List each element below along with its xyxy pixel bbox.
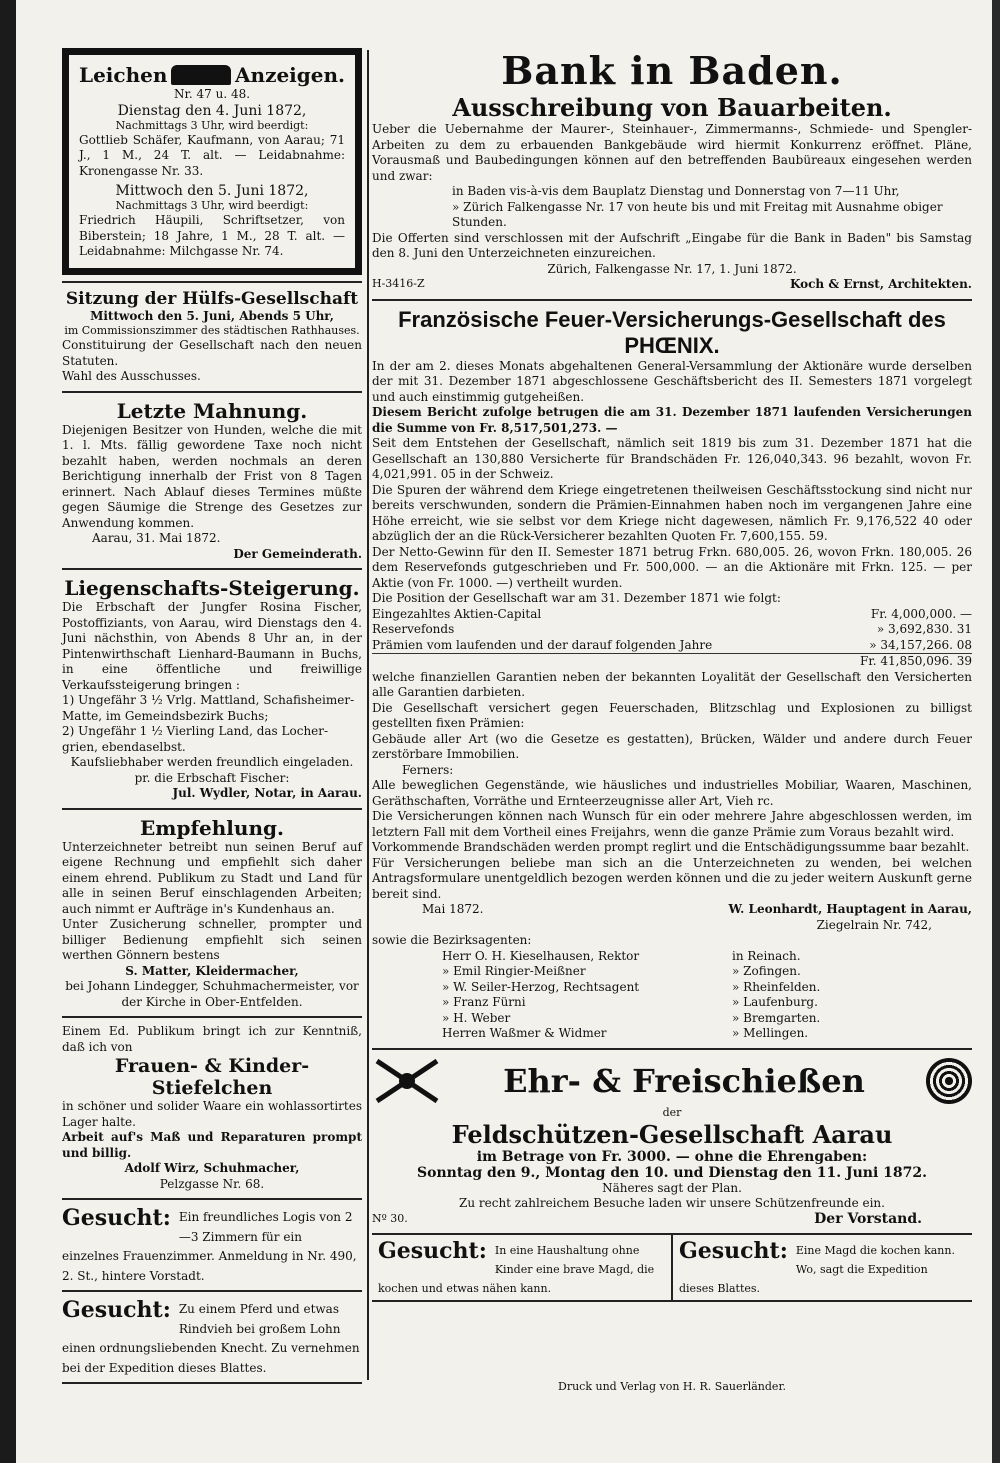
phoenix-para-8: Die Gesellschaft versichert gegen Feuerschaden, Blitzschlag und Explosionen zu billigst gestellten fixen Prämien: bbox=[372, 700, 972, 730]
gesucht-magd-2-title: Gesucht: bbox=[679, 1238, 788, 1264]
position-total: Fr. 41,850,096. 39 bbox=[372, 653, 972, 670]
right-column bbox=[372, 48, 972, 1302]
death-date-1: Dienstag den 4. Juni 1872, bbox=[117, 102, 307, 119]
phoenix-signature: W. Leonhardt, Hauptagent in Aarau, bbox=[728, 902, 972, 916]
liegenschaft-signature: Jul. Wydler, Notar, in Aarau. bbox=[172, 786, 362, 800]
position-row: Reservefonds » 3,692,830. 31 bbox=[372, 622, 972, 636]
bank-subtitle: Ausschreibung von Bauarbeiten. bbox=[452, 93, 892, 122]
shooting-target-icon bbox=[926, 1058, 972, 1104]
liegenschaft-pr: pr. die Erbschaft Fischer: bbox=[134, 770, 290, 785]
empfehlung-body-2: Unter Zusicherung schneller, prompter und billiger Bedienung empfiehlt sich seinen werthen Gönnern bestens bbox=[62, 917, 362, 962]
death-time-1: Nachmittags 3 Uhr, wird beerdigt: bbox=[115, 118, 309, 132]
empfehlung-signature: S. Matter, Kleidermacher, bbox=[125, 963, 299, 978]
death-person-1: Gottlieb Schäfer, Kaufmann, von Aarau; 71 J., 1 M., 24 T. alt. — Leidabnahme: Kronengasse Nr. 33. bbox=[79, 132, 345, 178]
gesucht-knecht-title: Gesucht: bbox=[62, 1298, 171, 1323]
phoenix-para-5: Der Netto-Gewinn für den II. Semester 1871 betrug Frkn. 680,005. 26, wovon Frkn. 180,005. 26 dem Reservefonds gutgeschrieben und Fr. 500,000. — an die Aktionäre mit Frkn. 125. — per Aktie (von Fr. 1000. —) vertheilt wurden. bbox=[372, 544, 972, 590]
gesucht-knecht-body: Zu einem Pferd und etwas Rindvieh bei großem Lohn einen ordnungsliebenden Knecht. Zu vernehmen bei der Expedition dieses Blattes. bbox=[62, 1302, 360, 1375]
scan-edge-right bbox=[992, 0, 1000, 1463]
gesucht-logis-title: Gesucht: bbox=[62, 1206, 171, 1231]
bank-location-1: in Baden vis-à-vis dem Bauplatz Dienstag und Donnerstag von 7—11 Uhr, bbox=[452, 184, 900, 198]
stiefel-title: Frauen- & Kinder-Stiefelchen bbox=[114, 1055, 310, 1099]
mahnung-date: Aarau, 31. Mai 1872. bbox=[92, 531, 221, 545]
death-date-2: Mittwoch den 5. Juni 1872, bbox=[115, 183, 309, 199]
gesucht-knecht bbox=[62, 1298, 362, 1376]
stiefel-intro: Einem Ed. Publikum bringt ich zur Kenntniß, daß ich von bbox=[62, 1024, 362, 1054]
sitzung-place: im Commissionszimmer des städtischen Rathhauses. bbox=[64, 324, 360, 337]
death-title-right: Anzeigen. bbox=[235, 63, 345, 87]
phoenix-para-10: Ferners: bbox=[402, 762, 454, 777]
position-row: Eingezahltes Aktien-Capital Fr. 4,000,000. — bbox=[372, 606, 972, 621]
stiefel-address: Pelzgasse Nr. 68. bbox=[159, 1176, 265, 1191]
schiessen-title: Ehr- & Freischießen bbox=[503, 1061, 865, 1100]
stiefel-signature: Adolf Wirz, Schuhmacher, bbox=[124, 1161, 300, 1175]
phoenix-para-11: Alle beweglichen Gegenstände, wie häusliches und industrielles Mobiliar, Waaren, Maschinen, Geräthschaften, Vorräthe und Ernteerzeugnisse aller Art, Vieh rc. bbox=[372, 778, 972, 808]
phoenix-para-14: Für Versicherungen beliebe man sich an die Unterzeichneten zu wenden, bei welchen Antragsformulare unentgeldlich bezogen werden können und die zu jeder weitern Auskunft gerne bereit sind. bbox=[372, 855, 972, 901]
position-row: Prämien vom laufenden und der darauf folgenden Jahre » 34,157,266. 08 bbox=[372, 637, 972, 652]
position-table bbox=[372, 607, 972, 670]
death-number: Nr. 47 u. 48. bbox=[173, 87, 251, 101]
crossed-rifles-icon bbox=[372, 1056, 442, 1106]
sitzung-date: Mittwoch den 5. Juni, Abends 5 Uhr, bbox=[90, 308, 334, 323]
gesucht-magd-1-title: Gesucht: bbox=[378, 1238, 487, 1264]
bank-signature: Koch & Ernst, Architekten. bbox=[789, 277, 972, 291]
bank-code: H-3416-Z bbox=[372, 277, 425, 290]
gesucht-logis bbox=[62, 1206, 362, 1284]
empfehlung-body: Unterzeichneter betreibt nun seinen Beruf auf eigene Rechnung und empfiehlt sich daher einem ehrend. Publikum zu Stadt und Land für alle in seinen Beruf einschlagenden Arbeiten; auch nimmt er Aufträge in's Kundenhaus an. bbox=[62, 839, 362, 916]
phoenix-address: Ziegelrain Nr. 742, bbox=[816, 917, 932, 932]
agent-row: » H. Weber » Bremgarten. bbox=[442, 1010, 821, 1025]
bank-title: Bank in Baden. bbox=[501, 48, 843, 93]
death-time-2: Nachmittags 3 Uhr, wird beerdigt: bbox=[115, 199, 309, 212]
stiefel-body-2: Arbeit auf's Maß und Reparaturen prompt und billig. bbox=[62, 1130, 362, 1160]
schiessen-prize: im Betrage von Fr. 3000. — ohne die Ehrengaben: bbox=[476, 1148, 868, 1165]
schiessen-invite: Zu recht zahlreichem Besuche laden wir unsere Schützenfreunde ein. bbox=[459, 1196, 885, 1210]
death-notice-box bbox=[62, 48, 362, 275]
phoenix-para-1: In der am 2. dieses Monats abgehaltenen General-Versammlung der Aktionäre wurde derselben der mit 31. Dezember 1871 abgeschlossene Geschäftsbericht des II. Semesters 1871 vorgelegt und auch einstimmig gutgeheißen. bbox=[372, 358, 972, 404]
death-person-2: Friedrich Häupili, Schriftsetzer, von Biberstein; 18 Jahre, 1 M., 28 T. alt. — Leidabnahme: Milchgasse Nr. 74. bbox=[79, 213, 345, 258]
sitzung-title: Sitzung der Hülfs-Gesellschaft bbox=[65, 288, 359, 309]
liegenschaft-item-2: 2) Ungefähr 1 ½ Vierling Land, das Locher-grien, ebendaselbst. bbox=[62, 724, 329, 754]
agent-row: » Emil Ringier-Meißner » Zofingen. bbox=[442, 964, 801, 978]
mahnung-title: Letzte Mahnung. bbox=[116, 398, 308, 423]
agent-row: Herren Waßmer & Widmer » Mellingen. bbox=[442, 1026, 809, 1040]
gesucht-magd-1 bbox=[372, 1235, 671, 1300]
schiessen-plan: Näheres sagt der Plan. bbox=[602, 1180, 742, 1195]
phoenix-title: Französische Feuer-Versicherungs-Gesellschaft des bbox=[398, 306, 946, 332]
bank-date: Zürich, Falkengasse Nr. 17, 1. Juni 1872. bbox=[547, 261, 797, 276]
stiefel-body: in schöner und solider Waare ein wohlassortirtes Lager halte. bbox=[62, 1099, 362, 1129]
mahnung-body: Diejenigen Besitzer von Hunden, welche die mit 1. l. Mts. fällig gewordene Taxe noch nicht bezahlt haben, werden nochmals an deren Berichtigung innerhalb der Frist von 8 Tagen erinnert. Nach Ablauf dieses Termines müßte gegen Säumige die Strenge des Gesetzes zur Anwendung kommen. bbox=[62, 422, 362, 530]
agent-row: » W. Seiler-Herzog, Rechtsagent » Rheinfelden. bbox=[442, 979, 821, 994]
phoenix-para-13: Vorkommende Brandschäden werden prompt reglirt und die Entschädigungssumme baar bezahlt. bbox=[372, 840, 970, 854]
schiessen-header bbox=[372, 1056, 972, 1106]
liegenschaft-body: Die Erbschaft der Jungfer Rosina Fischer, Postoffiziants, von Aarau, wird Dienstags den 4. Juni nächsthin, von Abends 8 Uhr an, in der Pintenwirthschaft Lienhard-Baumann in Buchs, in eine öffentliche und freiwillige Verkaufssteigerung bringen : bbox=[62, 600, 362, 692]
liegenschaft-invite: Kaufsliebhaber werden freundlich eingeladen. bbox=[70, 755, 354, 769]
agents-intro: sowie die Bezirksagenten: bbox=[372, 933, 532, 947]
phoenix-para-4: Die Spuren der während dem Kriege eingetretenen theilweisen Geschäftsstockung sind nicht nur bereits verschwunden, sondern die Prämien-Einnahmen haben noch im vergangenen Jahre eine Höhe erreicht, wie sie selbst vor dem Kriege nicht dagewesen, nämlich Fr. 9,176,522 40 oder abzüglich der an die Rück-Versicherer bezahlten Quoten Fr. 7,600,155. 59. bbox=[372, 482, 972, 543]
column-divider bbox=[367, 50, 369, 1380]
gesucht-row bbox=[372, 1233, 972, 1302]
phoenix-name: PHŒNIX. bbox=[624, 332, 720, 358]
sitzung-item-1: Constituirung der Gesellschaft nach den neuen Statuten. bbox=[62, 338, 362, 368]
phoenix-para-9: Gebäude aller Art (wo die Gesetze es gestatten), Brücken, Wälder und andere durch Feuer zerstörbare Immobilien. bbox=[372, 731, 972, 761]
footer-imprint: Druck und Verlag von H. R. Sauerländer. bbox=[558, 1380, 786, 1393]
schiessen-signature: Der Vorstand. bbox=[814, 1210, 922, 1227]
schiessen-club: Feldschützen-Gesellschaft Aarau bbox=[451, 1119, 893, 1149]
agents-list bbox=[372, 949, 972, 1042]
phoenix-date: Mai 1872. bbox=[422, 902, 484, 916]
empfehlung-title: Empfehlung. bbox=[140, 815, 284, 840]
scan-edge-left bbox=[0, 0, 16, 1463]
gesucht-magd-1-body: In eine Haushaltung ohne Kinder eine brave Magd, die kochen und etwas nähen kann. bbox=[378, 1244, 655, 1295]
empfehlung-address: bei Johann Lindegger, Schuhmachermeister, vor der Kirche in Ober-Entfelden. bbox=[65, 979, 359, 1009]
schiessen-der: der bbox=[662, 1105, 682, 1119]
bank-body: Ueber die Uebernahme der Maurer-, Steinhauer-, Zimmermanns-, Schmiede- und Spengler-Arbeiten zu dem zu erbauenden Bankgebäude wird hiermit Konkurrenz eröffnet. Pläne, Vorausmaß und Baubedingungen können auf den betreffenden Baubüreaux eingesehen werden und zwar: bbox=[372, 122, 972, 183]
phoenix-para-6: Die Position der Gesellschaft war am 31. Dezember 1871 wie folgt: bbox=[372, 591, 781, 605]
liegenschaft-title: Liegenschafts-Steigerung. bbox=[64, 576, 360, 600]
gesucht-logis-body: Ein freundliches Logis von 2—3 Zimmern für ein einzelnes Frauenzimmer. Anmeldung in Nr. 490, 2. St., hintere Vorstadt. bbox=[62, 1210, 357, 1283]
coffin-icon bbox=[171, 65, 231, 85]
mahnung-signature: Der Gemeinderath. bbox=[233, 546, 362, 561]
phoenix-para-7: welche finanziellen Garantien neben der bekannten Loyalität der Gesellschaft den Versicherten alle Garantien darbieten. bbox=[372, 669, 972, 699]
schiessen-number: Nº 30. bbox=[372, 1211, 408, 1225]
death-notice-title bbox=[79, 63, 345, 87]
left-column bbox=[62, 48, 362, 1390]
schiessen-dates: Sonntag den 9., Montag den 10. und Dienstag den 11. Juni 1872. bbox=[417, 1164, 927, 1181]
bank-location-2: » Zürich Falkengasse Nr. 17 von heute bis und mit Freitag mit Ausnahme obiger Stunden. bbox=[452, 199, 943, 229]
phoenix-para-2: Diesem Bericht zufolge betrugen die am 31. Dezember 1871 laufenden Versicherungen die Summe von Fr. 8,517,501,273. — bbox=[372, 405, 972, 435]
bank-body-2: Die Offerten sind verschlossen mit der Aufschrift „Eingabe für die Bank in Baden" bis Samstag den 8. Juni den Unterzeichneten einzureichen. bbox=[372, 230, 972, 260]
agent-row: » Franz Fürni » Laufenburg. bbox=[442, 995, 818, 1009]
phoenix-para-3: Seit dem Entstehen der Gesellschaft, nämlich seit 1819 bis zum 31. Dezember 1871 hat die Gesellschaft an 130,880 Versicherte für Brandschäden Fr. 126,040,343. 96 bezahlt, wovon Fr. 4,021,991. 05 in der Schweiz. bbox=[372, 436, 972, 481]
gesucht-magd-2-body: Eine Magd die kochen kann. Wo, sagt die Expedition dieses Blattes. bbox=[679, 1244, 955, 1295]
agent-row: Herr O. H. Kieselhausen, Rektor in Reinach. bbox=[442, 948, 801, 963]
phoenix-para-12: Die Versicherungen können nach Wunsch für ein oder mehrere Jahre abgeschlossen werden, im letztern Fall mit dem Vortheil eines Freijahrs, wenn die ganze Prämie zum Voraus bezahlt wird. bbox=[372, 809, 972, 839]
sitzung-item-2: Wahl des Ausschusses. bbox=[62, 369, 201, 383]
death-title-left: Leichen bbox=[79, 63, 168, 87]
liegenschaft-item-1: 1) Ungefähr 3 ½ Vrlg. Mattland, Schafisheimer-Matte, im Gemeindsbezirk Buchs; bbox=[62, 693, 355, 723]
gesucht-magd-2 bbox=[671, 1235, 972, 1300]
